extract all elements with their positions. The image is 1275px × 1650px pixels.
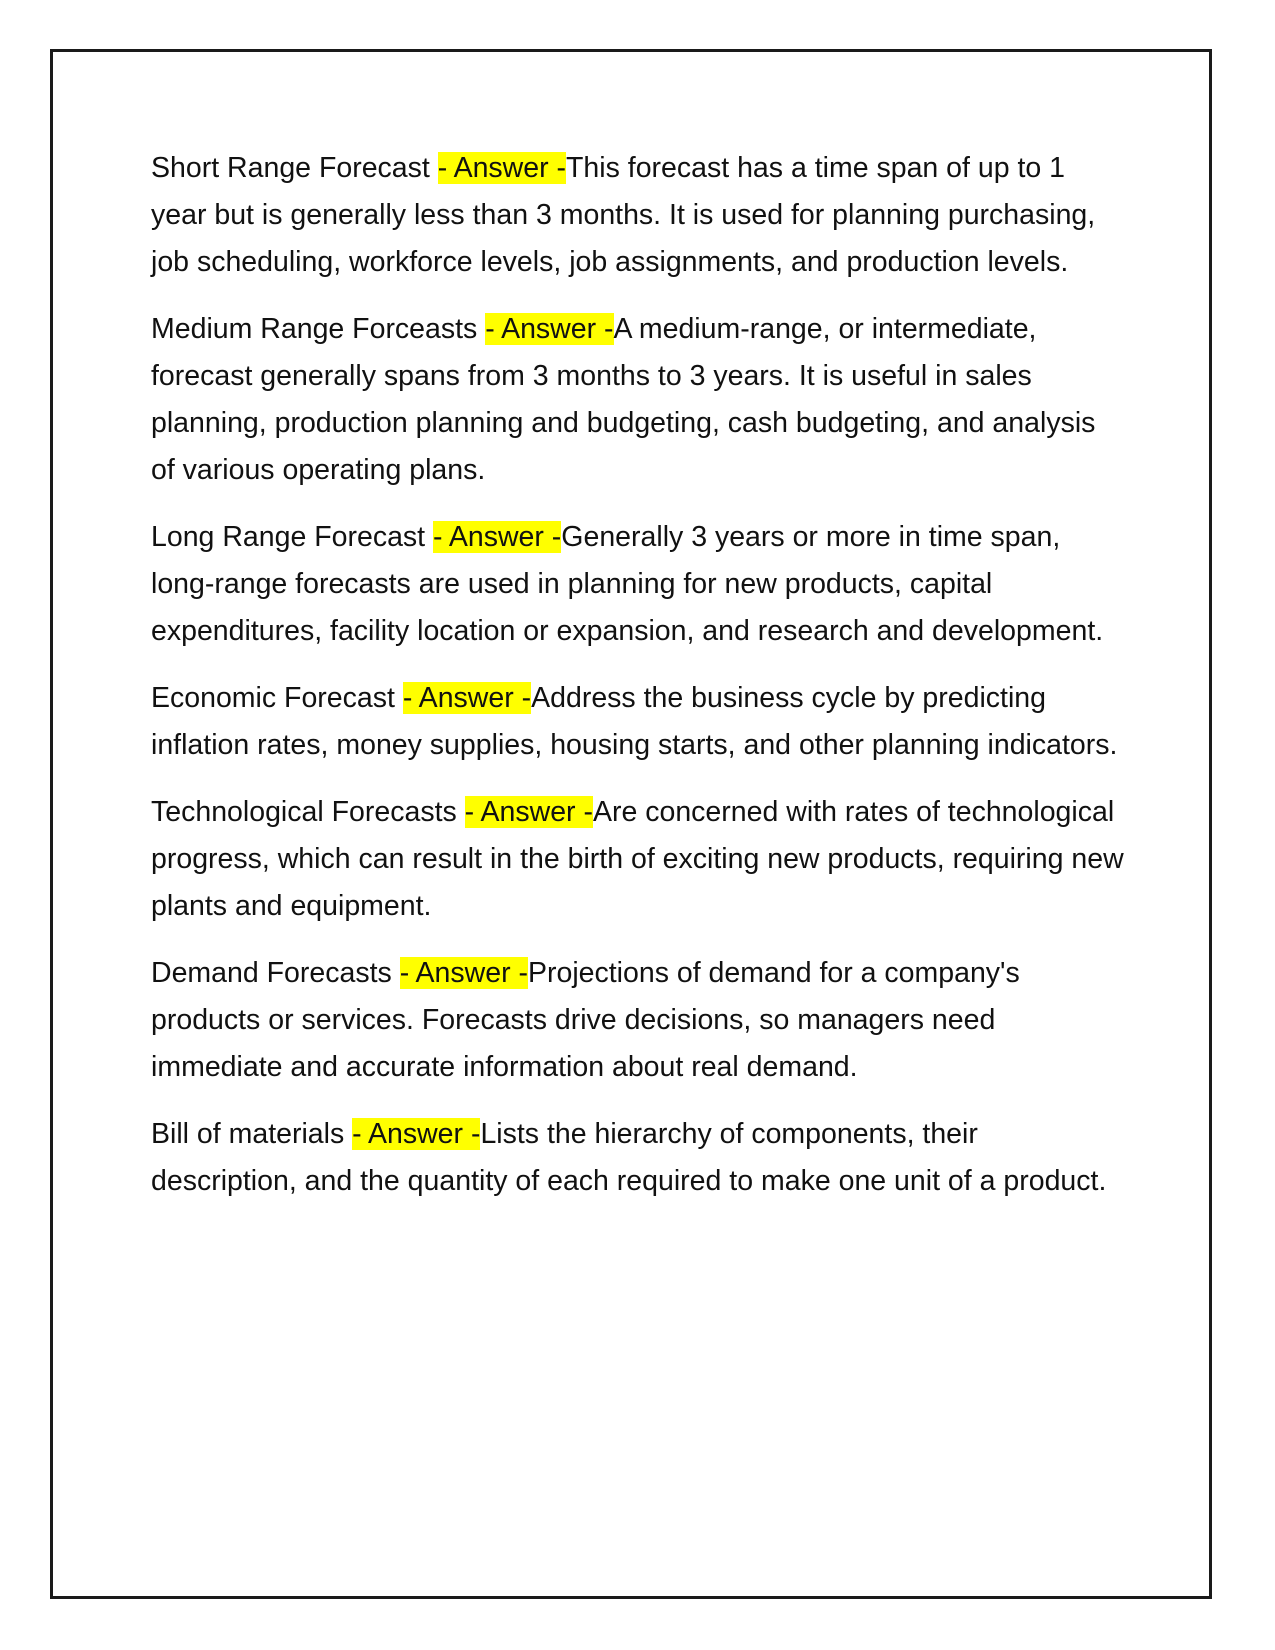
entry-term: Technological Forecasts xyxy=(151,796,457,828)
entry-technological-forecasts xyxy=(151,789,1126,930)
entry-definition: Lists the hierarchy of components, their description, and the quantity of each required to make one unit of a product. xyxy=(151,1118,1107,1197)
entry-term: Long Range Forecast xyxy=(151,521,426,553)
entry-demand-forecasts xyxy=(151,950,1126,1091)
answer-highlight: - Answer - xyxy=(433,521,562,553)
flashcard-list xyxy=(151,145,1126,1225)
entry-bill-of-materials xyxy=(151,1111,1126,1205)
entry-medium-range-forecasts xyxy=(151,306,1126,494)
answer-highlight: - Answer - xyxy=(437,152,567,184)
entry-long-range-forecast xyxy=(151,514,1126,655)
answer-highlight: - Answer - xyxy=(485,313,614,345)
entry-term: Medium Range Forceasts xyxy=(151,313,478,345)
entry-definition: A medium-range, or intermediate, forecast generally spans from 3 months to 3 years. It is useful in sales planning, production planning and budgeting, cash budgeting, and analysis of various operating plans. xyxy=(151,313,1096,486)
answer-highlight: - Answer - xyxy=(399,957,528,989)
entry-term: Short Range Forecast xyxy=(151,152,430,184)
answer-highlight: - Answer - xyxy=(402,682,532,714)
entry-term: Economic Forecast xyxy=(151,682,395,714)
entry-definition: Projections of demand for a company's products or services. Forecasts drive decisions, so managers need immediate and accurate information about real demand. xyxy=(151,957,1020,1083)
entry-economic-forecast xyxy=(151,675,1126,769)
answer-highlight: - Answer - xyxy=(352,1118,481,1150)
entry-definition: Generally 3 years or more in time span, long-range forecasts are used in planning for new products, capital expenditures, facility location or expansion, and research and development. xyxy=(151,521,1104,647)
entry-term: Demand Forecasts xyxy=(151,957,392,989)
answer-highlight: - Answer - xyxy=(464,796,593,828)
entry-definition: Address the business cycle by predicting inflation rates, money supplies, housing starts, and other planning indicators. xyxy=(151,682,1118,761)
entry-definition: Are concerned with rates of technological progress, which can result in the birth of exciting new products, requiring new plants and equipment. xyxy=(151,796,1124,922)
entry-short-range-forecast xyxy=(151,145,1126,286)
entry-term: Bill of materials xyxy=(151,1118,345,1150)
entry-definition: This forecast has a time span of up to 1 year but is generally less than 3 months. It is used for planning purchasing, job scheduling, workforce levels, job assignments, and production levels. xyxy=(151,152,1096,278)
